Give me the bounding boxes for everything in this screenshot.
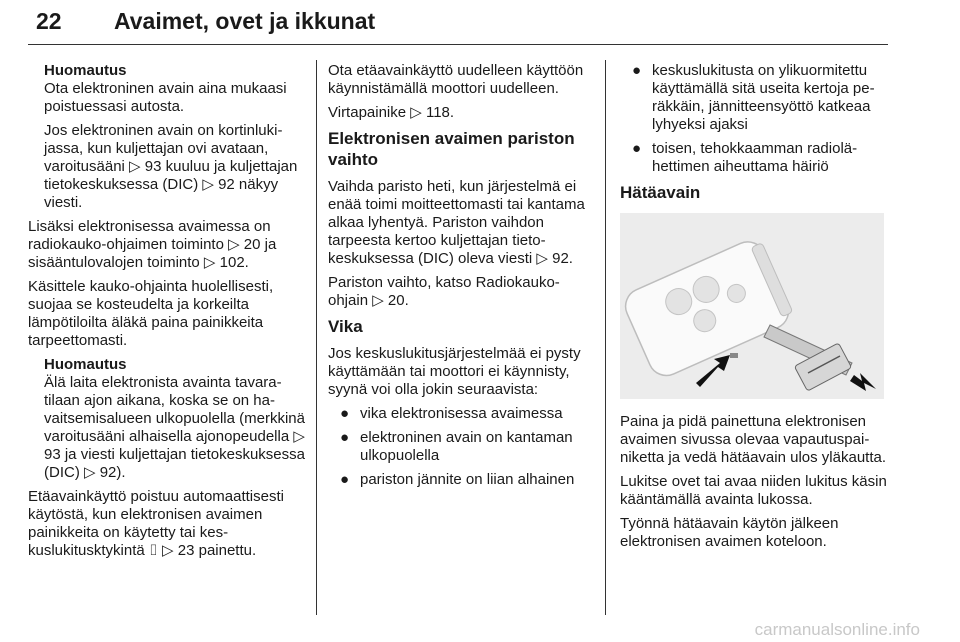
list-item: ● keskuslukitusta on ylikuormitettu käyttämällä sitä useita kertoja peräkkäin, jännitteensyöttö katkeaa lyhyeksi ajaksi <box>632 62 875 133</box>
column-divider-2 <box>605 60 606 615</box>
paragraph: Työnnä hätäavain käytön jälkeen elektronisen avaimen koteloon. <box>620 515 839 550</box>
paragraph: Paina ja pidä painettuna elektronisen avaimen sivussa olevaa vapautuspainiketta ja vedä hätäavain ulos yläkautta. <box>620 413 887 466</box>
paragraph: Etäavainkäyttö poistuu automaattisesti käytöstä, kun elektronisen avaimen painikkeita on käytetty tai keskuslukitusktykintä ⌷ ▷ 23 painettu. <box>28 488 284 559</box>
note-block-1 <box>28 62 306 212</box>
paragraph: Vaihda paristo heti, kun järjestelmä ei enää toimi moitteettomasti tai kantama alkaa lyhentyä. Pariston vaihdon tarpeesta kertoo kuljettajan tietokeskuksessa (DIC) oleva viesti ▷ 92. <box>328 178 585 267</box>
paragraph: Käsittele kauko-ohjainta huolellisesti, suojaa se kosteudelta ja korkeilta lämpötiloilta äläkä paina painikkeita tarpeettomasti. <box>28 278 274 349</box>
note-text: Jos elektroninen avain on kortinlukijassa, kun kuljettajan ovi avataan, varoitusääni ▷ 93 kuuluu ja kuljettajan tietokeskuksessa (DIC) ▷ 92 näkyy viesti. <box>44 122 298 211</box>
section-heading: Vika <box>328 317 363 336</box>
note-text: Ota elektroninen avain aina mukaasi poistuessasi autosta. <box>44 80 287 115</box>
paragraph: Virtapainike ▷ 118. <box>328 104 455 121</box>
note-title: Huomautus <box>44 62 127 79</box>
column-divider-1 <box>316 60 317 615</box>
list-item: ● pariston jännite on liian alhainen <box>340 471 575 488</box>
note-title: Huomautus <box>44 356 127 373</box>
release-button-icon <box>730 353 738 358</box>
paragraph: Lisäksi elektronisessa avaimessa on radiokauko-ohjaimen toiminto ▷ 20 ja sisääntulovalojen toiminto ▷ 102. <box>28 218 277 271</box>
column-2 <box>328 62 594 495</box>
bullet-list <box>620 62 888 176</box>
column-1 <box>28 62 306 566</box>
watermark: carmanualsonline.info <box>754 620 920 639</box>
header-rule <box>28 44 888 45</box>
page-number: 22 <box>36 8 62 34</box>
note-block-2 <box>28 356 306 482</box>
section-heading: Elektronisen avaimen pariston vaihto <box>328 129 575 169</box>
column-3 <box>620 62 888 557</box>
paragraph: Jos keskuslukitusjärjestelmää ei pysty käyttämään tai moottori ei käynnisty, syynä voi olla jokin seuraavista: <box>328 345 581 398</box>
list-item: ● vika elektronisessa avaimessa <box>340 405 563 422</box>
paragraph: Ota etäavainkäyttö uudelleen käyttöön käynnistämällä moottori uudelleen. <box>328 62 584 97</box>
list-item: ● elektroninen avain on kantaman ulkopuolella <box>340 429 573 464</box>
paragraph: Lukitse ovet tai avaa niiden lukitus käsin kääntämällä avainta lukossa. <box>620 473 887 508</box>
paragraph: Pariston vaihto, katso Radiokauko-ohjain ▷ 20. <box>328 274 560 309</box>
key-card-drawing <box>620 213 884 399</box>
page-header <box>28 2 888 46</box>
note-text: Älä laita elektronista avainta tavaratilaan ajon aikana, koska se on havaitsemisalueen ulkopuolella (merkkinä varoitusääni alhaisella ajonopeudella ▷ 93 ja viesti kuljettajan tietokeskuksessa (DIC) ▷ 92). <box>44 374 305 481</box>
bullet-list <box>328 405 594 489</box>
emergency-key-illustration <box>620 213 884 399</box>
chapter-title: Avaimet, ovet ja ikkunat <box>114 8 376 34</box>
list-item: ● toisen, tehokkaamman radiolähettimen aiheuttama häiriö <box>632 140 858 175</box>
section-heading: Hätäavain <box>620 183 701 202</box>
